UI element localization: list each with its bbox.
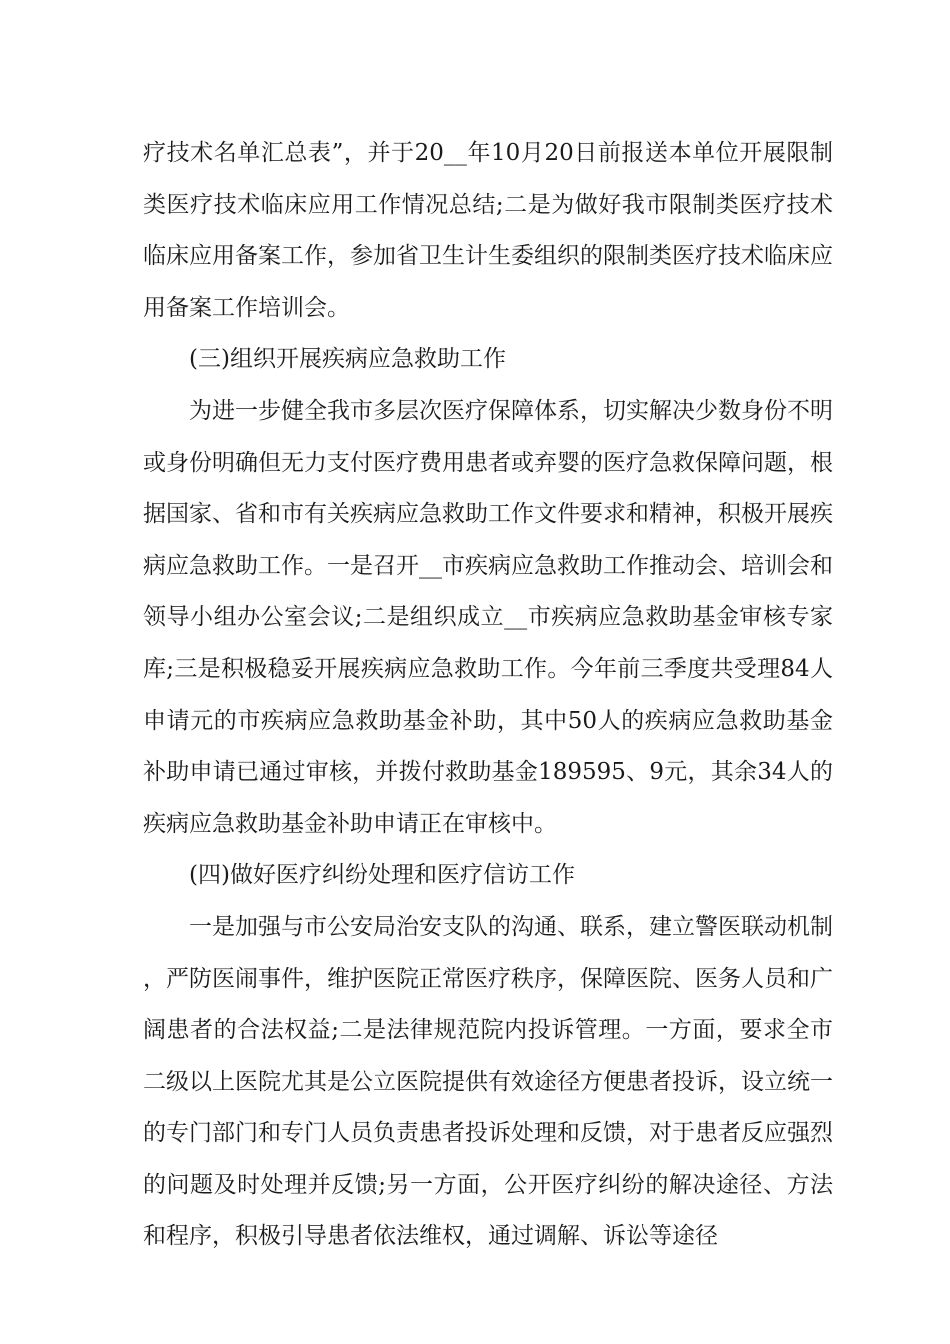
section-heading-4: (四)做好医疗纠纷处理和医疗信访工作	[189, 862, 575, 889]
paragraph-emergency-aid: 为进一步健全我市多层次医疗保障体系，切实解决少数身份不明或身份明确但无力支付医疗费用患者或弃婴的医疗急救保障问题，根据国家、省和市有关疾病应急救助工作文件要求和精神，积极开展疾病应急救助工作。一是召开__市疾病应急救助工作推动会、培训会和领导小组办公室会议;二是组织成立__市疾病应急救助基金审核专家库;三是积极稳妥开展疾病应急救助工作。今年前三季度共受理84人申请元的市疾病应急救助基金补助，其中50人的疾病应急救助基金补助申请已通过审核，并拨付救助基金189595、9元，其余34人的疾病应急救助基金补助申请正在审核中。	[143, 397, 833, 837]
paragraph-dispute-handling: 一是加强与市公安局治安支队的沟通、联系，建立警医联动机制，严防医闹事件，维护医院正常医疗秩序，保障医院、医务人员和广阔患者的合法权益;二是法律规范院内投诉管理。一方面，要求全市二级以上医院尤其是公立医院提供有效途径方便患者投诉，设立统一的专门部门和专门人员负责患者投诉处理和反馈，对于患者反应强烈的问题及时处理并反馈;另一方面，公开医疗纠纷的解决途径、方法和程序，积极引导患者依法维权，通过调解、诉讼等途径	[143, 913, 833, 1250]
document-body	[143, 128, 833, 1263]
paragraph-continuation: 疗技术名单汇总表”，并于20__年10月20日前报送本单位开展限制类医疗技术临床应用工作情况总结;二是为做好我市限制类医疗技术临床应用备案工作，参加省卫生计生委组织的限制类医疗技术临床应用备案工作培训会。	[143, 140, 833, 321]
section-heading-3: (三)组织开展疾病应急救助工作	[189, 346, 506, 373]
